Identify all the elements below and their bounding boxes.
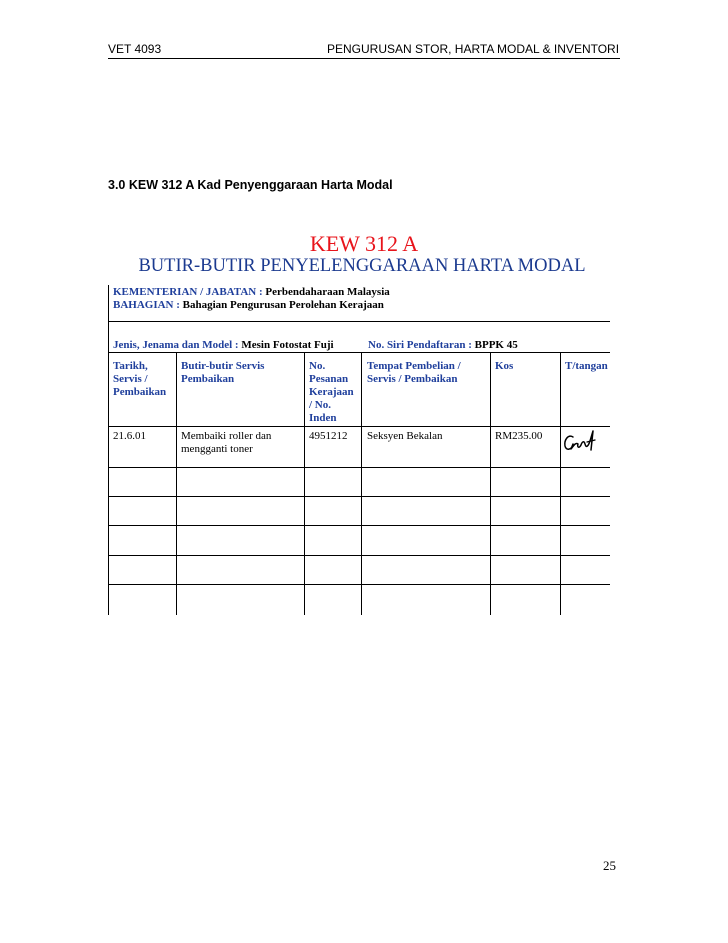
row-rule-1 bbox=[108, 467, 610, 468]
col-header-pesanan-line: Inden bbox=[309, 412, 337, 424]
siri-line bbox=[368, 339, 518, 352]
siri-value: BPPK 45 bbox=[474, 339, 518, 351]
row-1-kos: RM235.00 bbox=[495, 430, 543, 442]
signature-image bbox=[562, 428, 602, 456]
card-border-left bbox=[108, 285, 109, 615]
page-number: 25 bbox=[603, 858, 616, 873]
row-rule-4 bbox=[108, 555, 610, 556]
siri-label: No. Siri Pendaftaran : bbox=[368, 339, 472, 351]
header-course-code: VET 4093 bbox=[108, 42, 162, 56]
col-header-tempat-line: Tempat Pembelian / bbox=[367, 360, 461, 372]
col-divider-5 bbox=[560, 352, 561, 615]
col-header-tarikh bbox=[113, 360, 166, 399]
row-1-pesanan: 4951212 bbox=[309, 430, 348, 442]
col-header-pesanan-line: No. bbox=[309, 360, 326, 372]
col-header-butir-line: Butir-butir Servis bbox=[181, 360, 265, 372]
col-divider-2 bbox=[304, 352, 305, 615]
jenis-value: Mesin Fotostat Fuji bbox=[241, 339, 334, 351]
row-1-butir-line: Membaiki roller dan bbox=[181, 430, 272, 442]
col-header-pesanan bbox=[309, 360, 354, 425]
row-rule-3 bbox=[108, 525, 610, 526]
col-divider-1 bbox=[176, 352, 177, 615]
bahagian-line bbox=[113, 299, 384, 312]
rule-under-header bbox=[108, 426, 610, 427]
form-title: KEW 312 A bbox=[309, 231, 419, 256]
col-header-butir-line: Pembaikan bbox=[181, 373, 235, 385]
row-rule-5 bbox=[108, 584, 610, 585]
bahagian-label: BAHAGIAN : bbox=[113, 299, 180, 311]
col-header-tarikh-line: Pembaikan bbox=[113, 386, 167, 398]
jenis-divider bbox=[361, 352, 362, 426]
rule-under-bahagian bbox=[108, 321, 610, 322]
form-subtitle: BUTIR-BUTIR PENYELENGGARAAN HARTA MODAL bbox=[138, 256, 586, 276]
kementerian-label: KEMENTERIAN / JABATAN : bbox=[113, 286, 263, 298]
header-rule bbox=[108, 58, 620, 59]
kementerian-value: Perbendaharaan Malaysia bbox=[265, 286, 390, 298]
section-title: 3.0 KEW 312 A Kad Penyenggaraan Harta Modal bbox=[108, 178, 393, 192]
col-header-tempat-line: Servis / Pembaikan bbox=[367, 373, 458, 385]
rule-under-jenis bbox=[108, 352, 610, 353]
col-divider-3 bbox=[361, 426, 362, 615]
kementerian-line bbox=[113, 286, 390, 299]
row-1-tempat: Seksyen Bekalan bbox=[367, 430, 443, 442]
bahagian-value: Bahagian Pengurusan Perolehan Kerajaan bbox=[182, 299, 384, 311]
col-header-kos: Kos bbox=[495, 360, 514, 372]
row-1-butir bbox=[181, 430, 271, 456]
col-header-tangan: T/tangan bbox=[565, 360, 608, 372]
header-course-title: PENGURUSAN STOR, HARTA MODAL & INVENTORI bbox=[327, 42, 620, 56]
col-header-butir bbox=[181, 360, 264, 386]
col-header-tarikh-line: Servis / bbox=[113, 373, 148, 385]
col-header-pesanan-line: / No. bbox=[309, 399, 331, 411]
col-divider-4 bbox=[490, 352, 491, 615]
col-header-pesanan-line: Pesanan bbox=[309, 373, 349, 385]
maintenance-card bbox=[108, 285, 610, 615]
jenis-label: Jenis, Jenama dan Model : bbox=[113, 339, 239, 351]
jenis-line bbox=[113, 339, 334, 352]
col-header-pesanan-line: Kerajaan bbox=[309, 386, 354, 398]
col-header-tarikh-line: Tarikh, bbox=[113, 360, 148, 372]
row-rule-2 bbox=[108, 496, 610, 497]
col-header-tempat bbox=[367, 360, 461, 386]
row-1-tarikh: 21.6.01 bbox=[113, 430, 146, 442]
row-1-butir-line: mengganti toner bbox=[181, 443, 253, 455]
